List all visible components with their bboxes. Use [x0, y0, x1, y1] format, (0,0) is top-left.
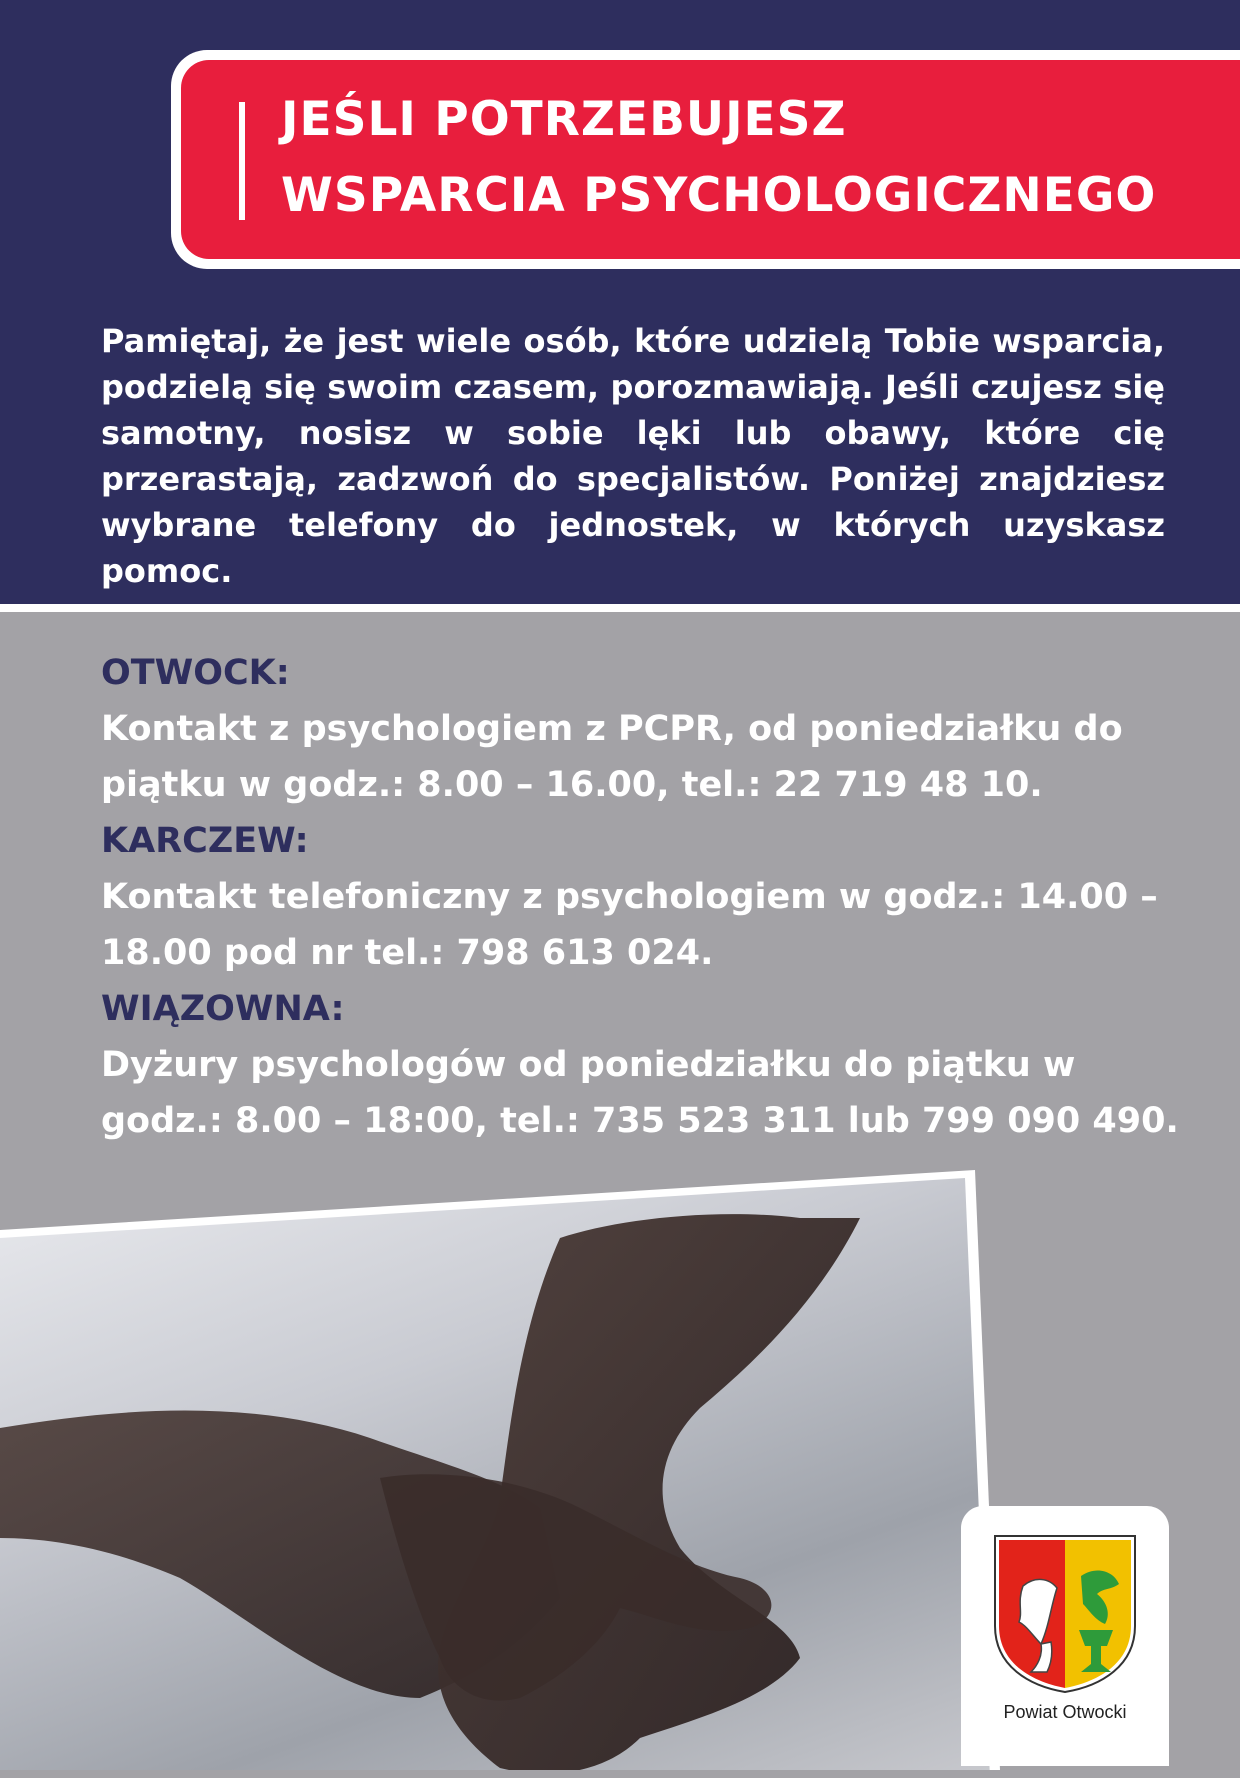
- contact-city: WIĄZOWNA:: [101, 989, 345, 1029]
- holding-hands-icon: [0, 1178, 990, 1778]
- title-line-2: WSPARCIA PSYCHOLOGICZNEGO: [281, 168, 1157, 223]
- holding-hands-photo: [0, 1178, 990, 1778]
- contact-info: Kontakt z psychologiem z PCPR, od poniedziałku do piątku w godz.: 8.00 – 16.00, tel.: 22 719 48 10.: [101, 709, 1123, 805]
- logo-caption: Powiat Otwocki: [1003, 1702, 1127, 1722]
- contact-city: KARCZEW:: [101, 821, 309, 861]
- contact-wiazowna: [101, 981, 1181, 1149]
- contact-city: OTWOCK:: [101, 653, 290, 693]
- contact-otwock: [101, 645, 1181, 813]
- section-divider: [0, 604, 1240, 612]
- title-banner-inner: [181, 60, 1240, 259]
- contacts-list: [101, 645, 1181, 1149]
- contact-info: Kontakt telefoniczny z psychologiem w godz.: 14.00 – 18.00 pod nr tel.: 798 613 024.: [101, 877, 1158, 973]
- coat-of-arms-icon: [961, 1506, 1169, 1696]
- contact-info: Dyżury psychologów od poniedziałku do piątku w godz.: 8.00 – 18:00, tel.: 735 523 311 lub 799 090 490.: [101, 1045, 1179, 1141]
- photo-frame: [0, 1170, 1000, 1770]
- title-accent-bar: [239, 102, 245, 220]
- contact-karczew: [101, 813, 1181, 981]
- title-banner: [171, 50, 1240, 269]
- logo-card: [961, 1506, 1169, 1766]
- intro-paragraph: Pamiętaj, że jest wiele osób, które udzielą Tobie wsparcia, podzielą się swoim czasem, porozmawiają. Jeśli czujesz się samotny, nosisz w sobie lęki lub obawy, które cię przerastają, zadzwoń do specjalistów. Poniżej znajdziesz wybrane telefony do jednostek, w których uzyskasz pomoc.: [101, 322, 1165, 590]
- title-line-1: JEŚLI POTRZEBUJESZ: [281, 92, 847, 147]
